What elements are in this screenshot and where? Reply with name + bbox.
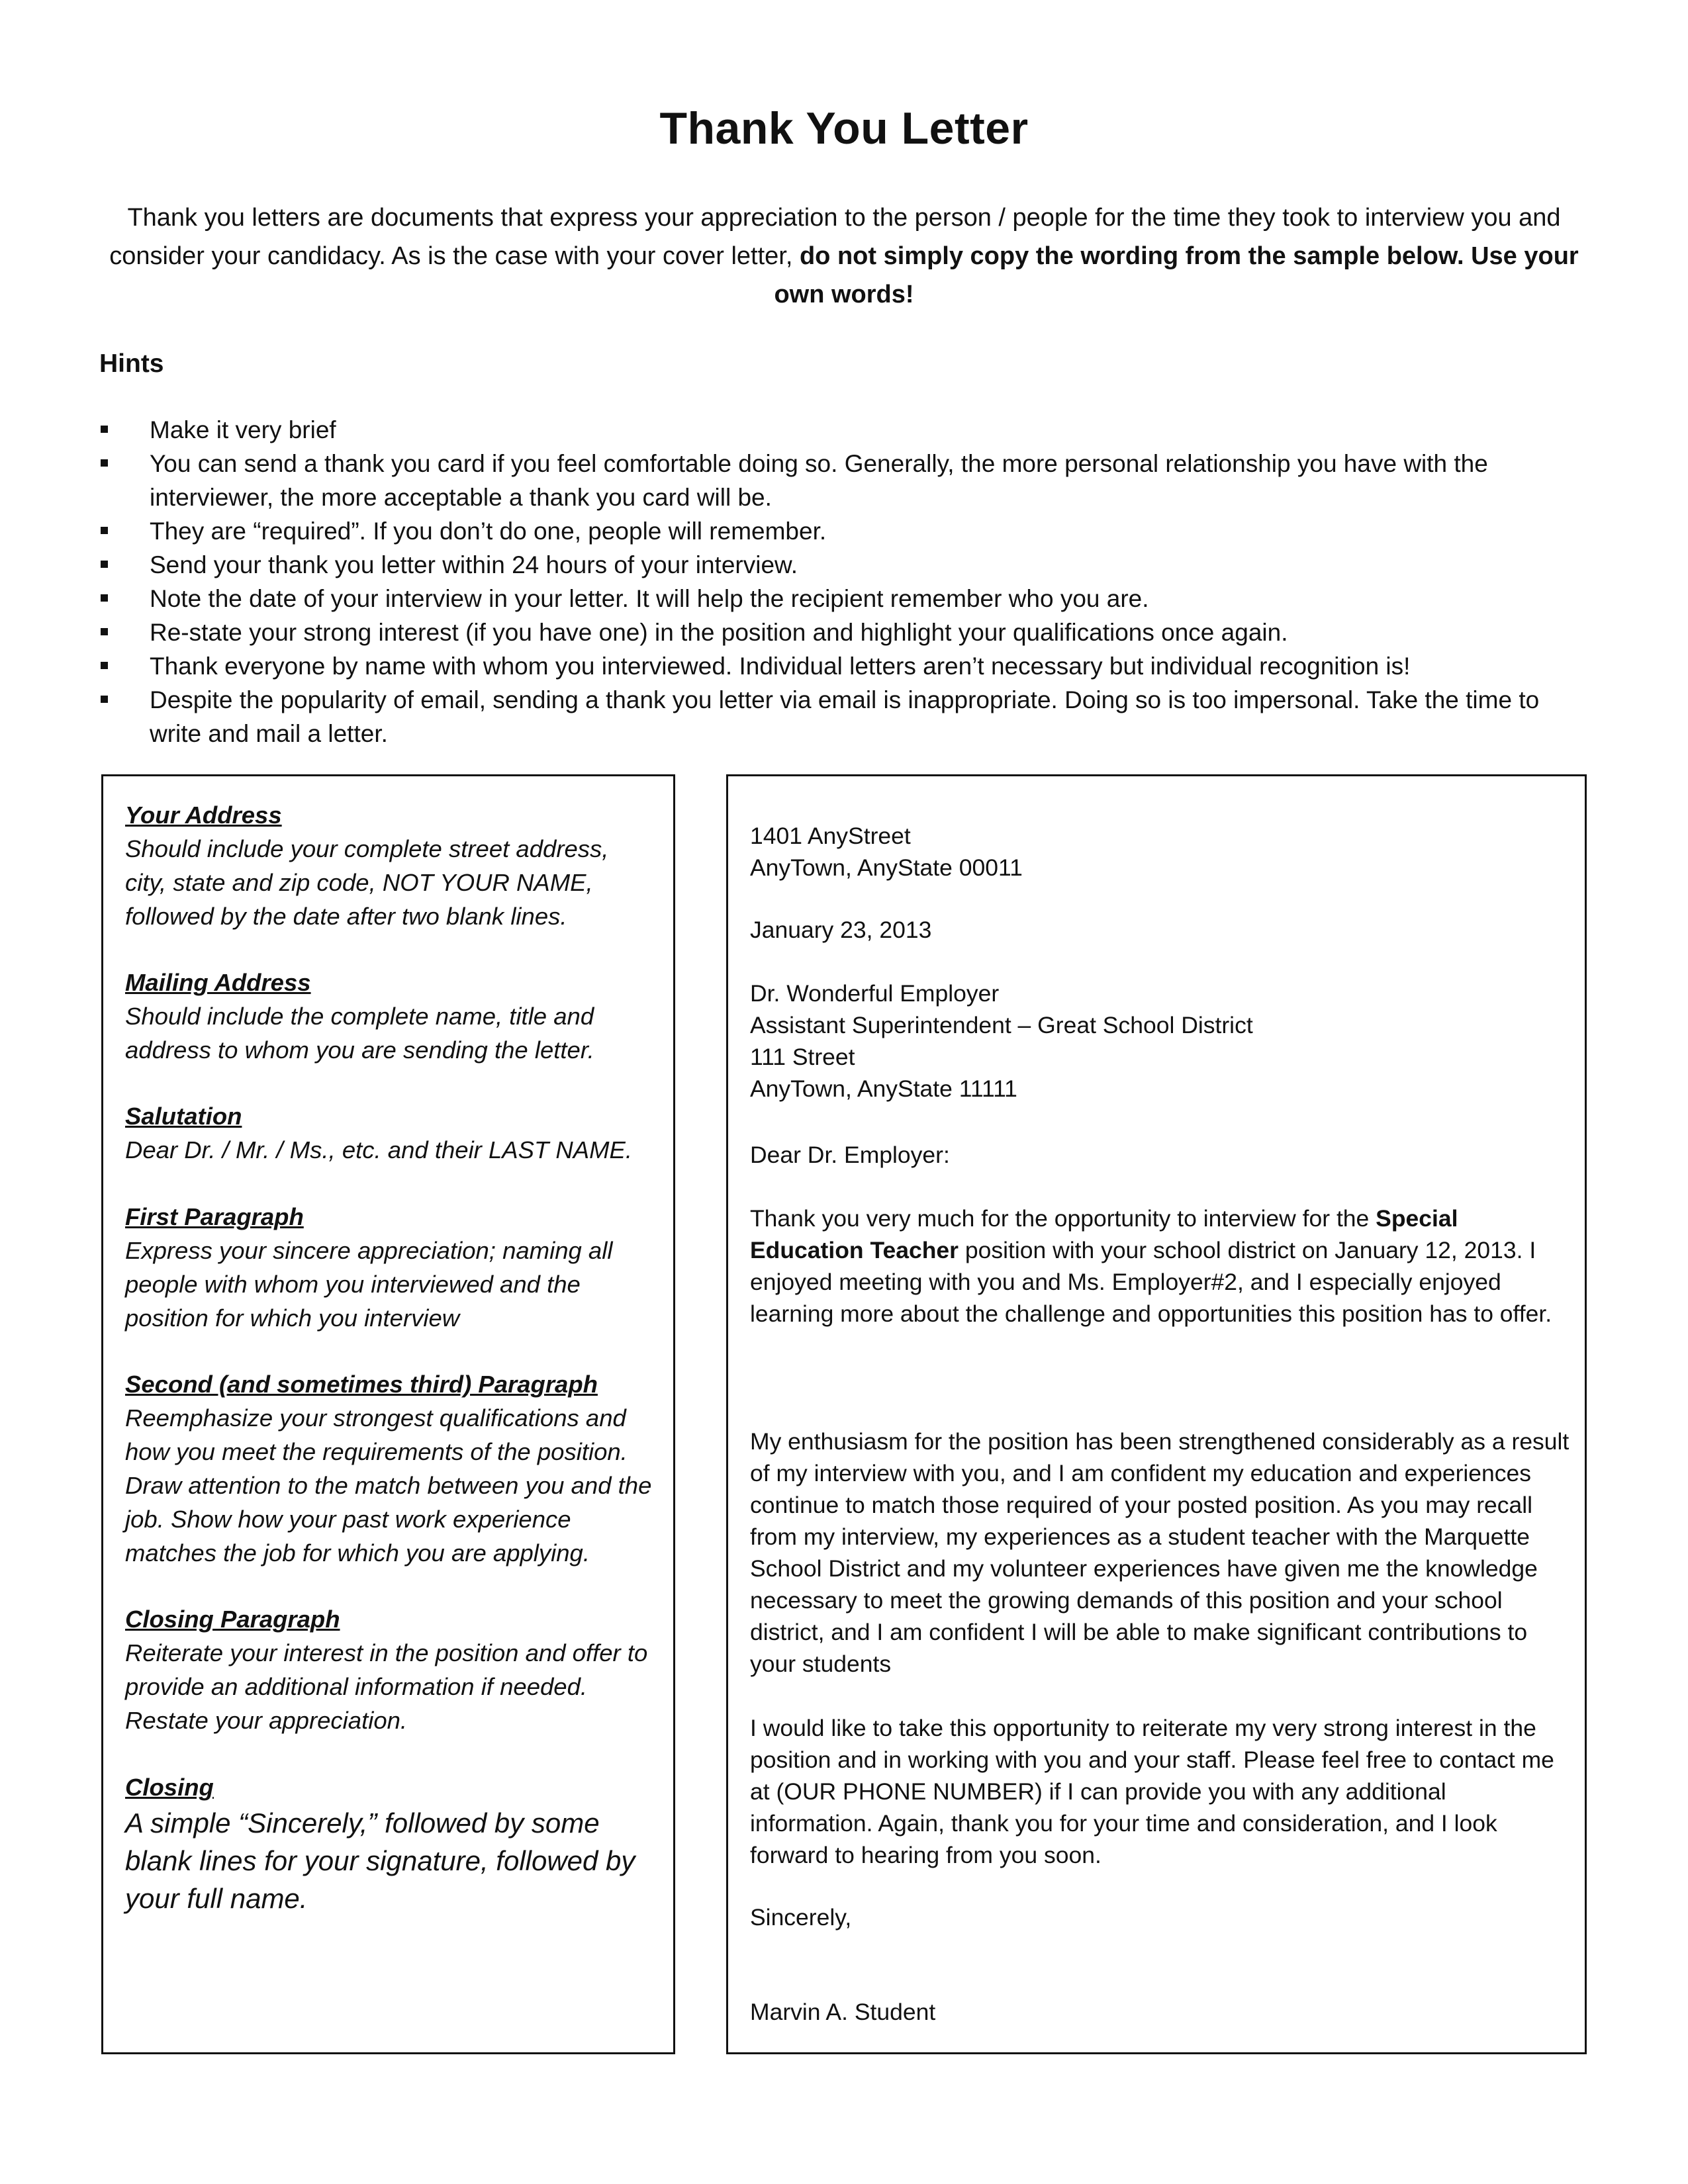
guide-heading: Closing Paragraph bbox=[125, 1606, 340, 1633]
guide-section-first-paragraph bbox=[125, 1200, 655, 1335]
hint-item bbox=[99, 615, 1595, 649]
sample-letter-box bbox=[726, 774, 1587, 2054]
hint-text: Re-state your strong interest (if you have one) in the position and highlight your qualifications once again. bbox=[150, 619, 1288, 646]
hints-list bbox=[99, 413, 1595, 751]
p1-text-before: Thank you very much for the opportunity to interview for the bbox=[750, 1205, 1376, 1232]
intro-text: Thank you letters are documents that express your appreciation to the person / people for the time they took to interview you and consider your candidacy. As is the case with your cover letter, bbox=[109, 204, 1561, 270]
guide-section-closing bbox=[125, 1770, 655, 1917]
guide-body: Reiterate your interest in the position and offer to provide an additional information if needed. Restate your appreciation. bbox=[125, 1639, 648, 1734]
guide-body: A simple “Sincerely,” followed by some blank lines for your signature, followed by your full name. bbox=[125, 1807, 635, 1914]
sender-city: AnyTown, AnyState 00011 bbox=[750, 854, 1023, 881]
square-bullet-icon bbox=[101, 527, 108, 534]
letter-paragraph-3: I would like to take this opportunity to reiterate my very strong interest in the position and in working with you and your staff. Please feel free to contact me at (OUR PHONE NUMBER) if I can provide you with any additional information. Again, thank you for your time and consideration, and I look forward to hearing from you soon. bbox=[750, 1715, 1554, 1868]
intro-bold-text: do not simply copy the wording from the sample below. Use your own words! bbox=[774, 242, 1579, 308]
hint-item bbox=[99, 413, 1595, 447]
guide-heading: Your Address bbox=[125, 801, 282, 829]
recipient-city: AnyTown, AnyState 11111 bbox=[750, 1075, 1017, 1102]
recipient-title: Assistant Superintendent – Great School District bbox=[750, 1012, 1253, 1038]
square-bullet-icon bbox=[101, 696, 108, 703]
square-bullet-icon bbox=[101, 561, 108, 568]
hint-text: Despite the popularity of email, sending a thank you letter via email is inappropriate. Doing so is too impersonal. Take the time to write and mail a letter. bbox=[150, 686, 1540, 747]
letter-date: January 23, 2013 bbox=[750, 917, 932, 943]
letter-paragraph-2: My enthusiasm for the position has been strengthened considerably as a result of my interview with you, and I am confident my education and experiences continue to match those required of your posted position. As you may recall from my interview, my experiences as a student teacher with the Marquette School District and my volunteer experiences have given me the knowledge necessary to meet the growing demands of this position and your school district, and I am confident I will be able to make significant contributions to your students bbox=[750, 1428, 1570, 1677]
square-bullet-icon bbox=[101, 594, 108, 602]
square-bullet-icon bbox=[101, 662, 108, 669]
sender-street: 1401 AnyStreet bbox=[750, 823, 911, 849]
hint-text: They are “required”. If you don’t do one, people will remember. bbox=[150, 518, 827, 545]
square-bullet-icon bbox=[101, 459, 108, 467]
guide-heading: Salutation bbox=[125, 1103, 242, 1130]
guide-section-salutation bbox=[125, 1099, 655, 1167]
hint-text: Note the date of your interview in your letter. It will help the recipient remember who you are. bbox=[150, 585, 1149, 612]
guide-heading: Second (and sometimes third) Paragraph bbox=[125, 1371, 598, 1398]
page-title: Thank You Letter bbox=[659, 103, 1029, 154]
guide-body: Express your sincere appreciation; naming all people with whom you interviewed and the position for which you interview bbox=[125, 1237, 613, 1332]
recipient-name: Dr. Wonderful Employer bbox=[750, 980, 1000, 1007]
guide-section-closing-paragraph bbox=[125, 1602, 655, 1737]
guide-heading: Mailing Address bbox=[125, 969, 311, 996]
hint-text: Make it very brief bbox=[150, 416, 336, 443]
p1-text-after: position with your school district on January 12, 2013. I enjoyed meeting with you and Ms. Employer#2, and I especially enjoyed learning more about the challenge and opportunities this position has to offer. bbox=[750, 1237, 1552, 1327]
guide-body: Reemphasize your strongest qualifications and how you meet the requirements of the position. Draw attention to the match between you and the job. Show how your past work experience matches the job for which you are applying. bbox=[125, 1404, 652, 1567]
hints-heading: Hints bbox=[99, 349, 164, 378]
hint-item bbox=[99, 447, 1595, 514]
hint-item bbox=[99, 649, 1595, 683]
guide-heading: Closing bbox=[125, 1774, 214, 1801]
letter-closing: Sincerely, bbox=[750, 1904, 852, 1931]
letter-guide-box bbox=[101, 774, 675, 2054]
guide-heading: First Paragraph bbox=[125, 1203, 304, 1230]
hint-text: Thank everyone by name with whom you interviewed. Individual letters aren’t necessary but individual recognition is! bbox=[150, 653, 1411, 680]
p1-position-title: Special Education Teacher bbox=[750, 1205, 1458, 1263]
hint-text: You can send a thank you card if you feel comfortable doing so. Generally, the more personal relationship you have with the interviewer, the more acceptable a thank you card will be. bbox=[150, 450, 1488, 511]
guide-section-mailing-address bbox=[125, 966, 655, 1067]
hint-text: Send your thank you letter within 24 hours of your interview. bbox=[150, 551, 798, 578]
guide-body: Should include your complete street address, city, state and zip code, NOT YOUR NAME, followed by the date after two blank lines. bbox=[125, 835, 609, 930]
intro-paragraph bbox=[99, 199, 1589, 314]
guide-section-second-paragraph bbox=[125, 1367, 655, 1570]
hint-item bbox=[99, 683, 1595, 751]
hint-item bbox=[99, 514, 1595, 548]
hint-item bbox=[99, 582, 1595, 615]
hint-item bbox=[99, 548, 1595, 582]
guide-body: Should include the complete name, title and address to whom you are sending the letter. bbox=[125, 1003, 594, 1064]
recipient-address bbox=[750, 978, 1571, 1105]
guide-body: Dear Dr. / Mr. / Ms., etc. and their LAST NAME. bbox=[125, 1136, 633, 1163]
letter-salutation: Dear Dr. Employer: bbox=[750, 1142, 950, 1168]
guide-section-your-address bbox=[125, 798, 655, 933]
letter-signature: Marvin A. Student bbox=[750, 1999, 936, 2025]
square-bullet-icon bbox=[101, 628, 108, 635]
recipient-street: 111 Street bbox=[750, 1044, 855, 1070]
letter-paragraph-1 bbox=[750, 1203, 1571, 1330]
sender-address bbox=[750, 820, 1571, 884]
square-bullet-icon bbox=[101, 426, 108, 433]
